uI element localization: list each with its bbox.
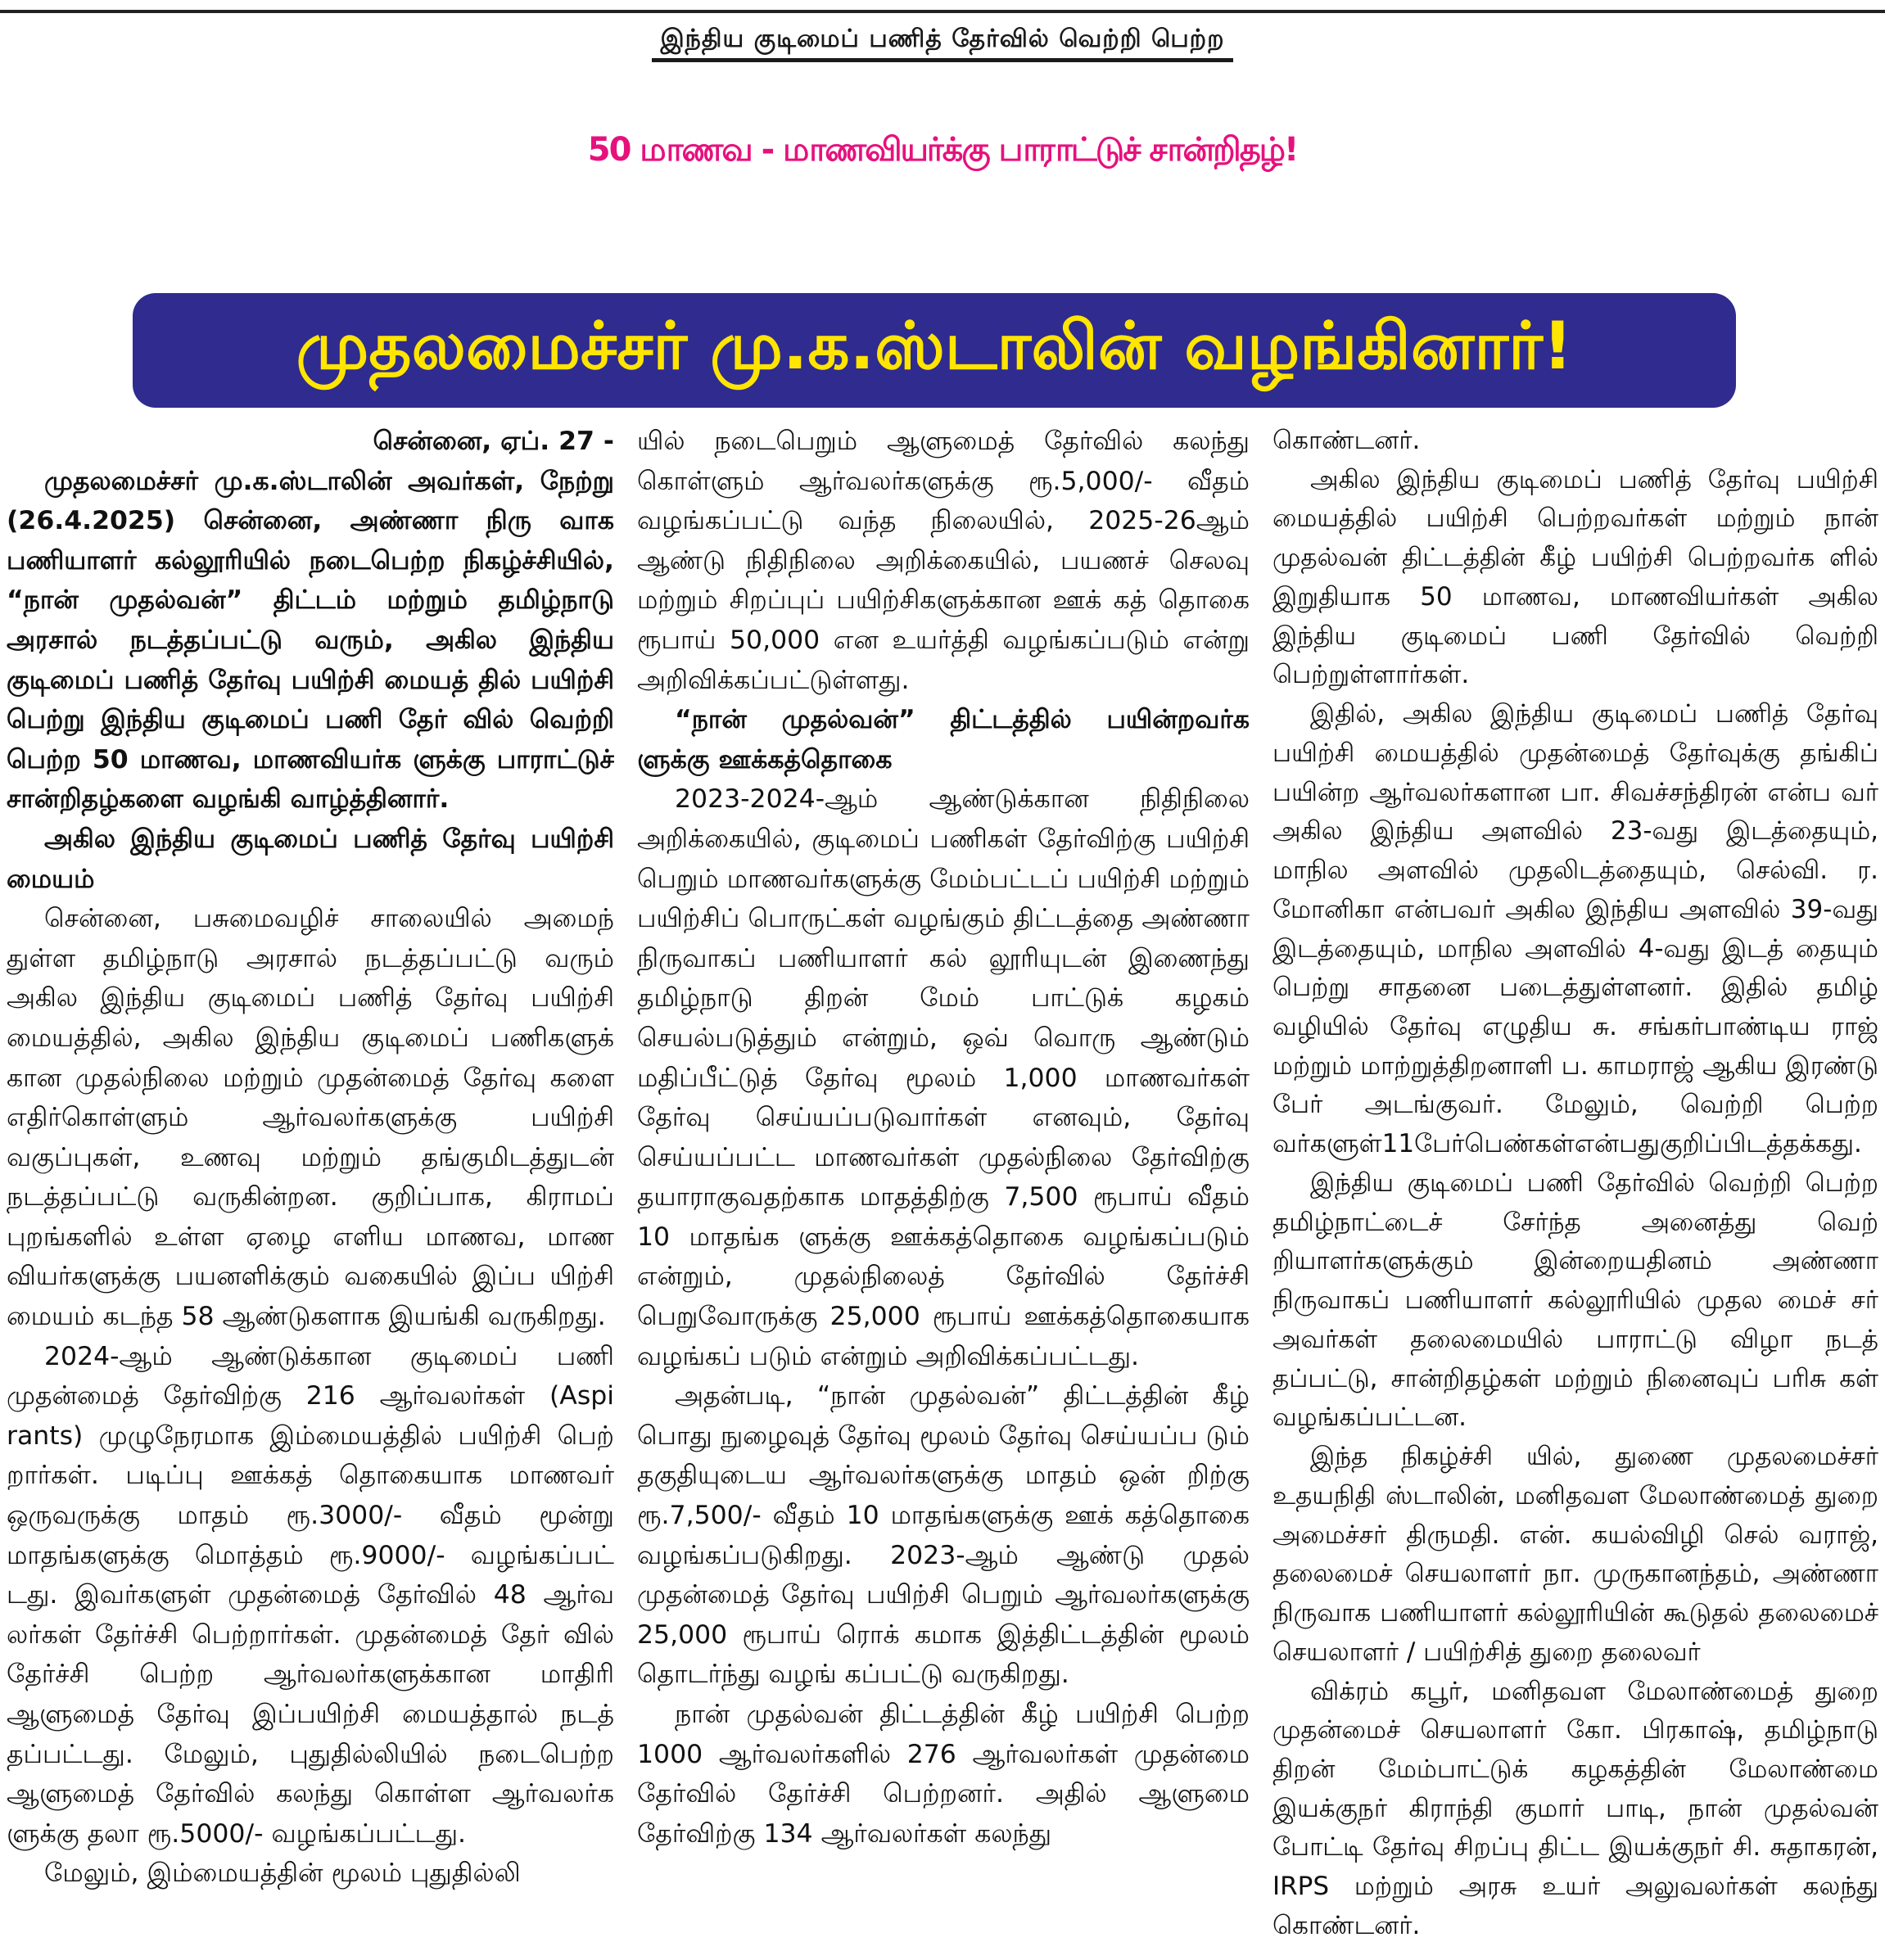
paragraph: இந்த நிகழ்ச்சி யில், துணை முதலமைச்சர் உதயநிதி ஸ்டாலின், மனிதவள மேலாண்மைத் துறை அமைச்சர் திருமதி. என். கயல்விழி செல் வராஜ், தலைமைச் செயலாளர் நா. முருகானந்தம், அண்ணா நிருவாக பணியாளர் கல்லூரியின் கூடுதல் தலைமைச் செயலாளர் / பயிற்சித் துறை தலைவர்: [1272, 1442, 1878, 1667]
paragraph: கொண்டனர்.: [1272, 426, 1421, 455]
article-column-1: [7, 422, 614, 1953]
subtitle-banner: [133, 293, 1736, 408]
paragraph: யில் நடைபெறும் ஆளுமைத் தேர்வில் கலந்து கொள்ளும் ஆர்வலர்களுக்கு ரூ.5,000/- வீதம் வழங்கப்பட்டு வந்த நிலையில், 2025-26ஆம் ஆண்டு நிதிநிலை அறிக்கையில், பயணச் செலவு மற்றும் சிறப்புப் பயிற்சிகளுக்கான ஊக் கத் தொகை ரூபாய் 50,000 என உயர்த்தி வழங்கப்படும் என்று அறிவிக்கப்பட்டுள்ளது.: [637, 427, 1250, 695]
paragraph: அகில இந்திய குடிமைப் பணித் தேர்வு பயிற்சி மையத்தில் பயிற்சி பெற்றவர்கள் மற்றும் நான் முதல்வன் திட்டத்தின் கீழ் பயிற்சி பெற்றவர்க ளில் இறுதியாக 50 மாணவ, மாணவியர்கள் அகில இந்திய குடிமைப் பணி தேர்வில் வெற்றி பெற்றுள்ளார்கள்.: [1272, 464, 1878, 690]
paragraph: விக்ரம் கபூர், மனிதவள மேலாண்மைத் துறை முதன்மைச் செயலாளர் கோ. பிரகாஷ், தமிழ்நாடு திறன் மேம்பாட்டுக் கழகத்தின் மேலாண்மை இயக்குநர் கிராந்தி குமார் பாடி, நான் முதல்வன் போட்டி தேர்வு சிறப்பு திட்ட இயக்குநர் சி. சுதாகரன், IRPS மற்றும் அரசு உயர் அலுவலர்கள் கலந்து கொண்டனர்.: [1272, 1676, 1878, 1940]
dateline: சென்னை, ஏப். 27 -: [373, 427, 614, 456]
main-headline: 50 மாணவ - மாணவியர்க்கு பாராட்டுச் சான்றிதழ்!: [587, 131, 1298, 169]
subheading-naan-mudhalvan: “நான் முதல்வன்” திட்டத்தில் பயின்றவர்க ளுக்கு ஊக்கத்தொகை: [637, 705, 1250, 775]
paragraph: மேலும், இம்மையத்தின் மூலம் புதுதில்லி: [44, 1858, 521, 1889]
paragraph: சென்னை, பசுமைவழிச் சாலையில் அமைந் துள்ள தமிழ்நாடு அரசால் நடத்தப்பட்டு வரும் அகில இந்திய குடிமைப் பணித் தேர்வு பயிற்சி மையத்தில், அகில இந்திய குடிமைப் பணிகளுக் கான முதல்நிலை மற்றும் முதன்மைத் தேர்வு களை எதிர்கொள்ளும் ஆர்வலர்களுக்கு பயிற்சி வகுப்புகள், உணவு மற்றும் தங்குமிடத்துடன் நடத்தப்பட்டு வருகின்றன. குறிப்பாக, கிராமப் புறங்களில் உள்ள ஏழை எளிய மாணவ, மாண வியர்களுக்கு பயனளிக்கும் வகையில் இப்ப யிற்சி மையம் கடந்த 58 ஆண்டுகளாக இயங்கி வருகிறது.: [7, 904, 614, 1332]
subheading-training-centre: அகில இந்திய குடிமைப் பணித் தேர்வு பயிற்சி மையம்: [7, 824, 614, 894]
lead-paragraph: முதலமைச்சர் மு.க.ஸ்டாலின் அவர்கள், நேற்று (26.4.2025) சென்னை, அண்ணா நிரு வாக பணியாளர் கல்லூரியில் நடைபெற்ற நிகழ்ச்சியில், “நான் முதல்வன்” திட்டம் மற்றும் தமிழ்நாடு அரசால் நடத்தப்பட்டு வரும், அகில இந்திய குடிமைப் பணித் தேர்வு பயிற்சி மையத் தில் பயிற்சி பெற்று இந்திய குடிமைப் பணி தேர் வில் வெற்றி பெற்ற 50 மாணவ, மாணவியர்க ளுக்கு பாராட்டுச் சான்றிதழ்களை வழங்கி வாழ்த்தினார்.: [7, 466, 614, 815]
paragraph: 2023-2024-ஆம் ஆண்டுக்கான நிதிநிலை அறிக்கையில், குடிமைப் பணிகள் தேர்விற்கு பயிற்சி பெறும் மாணவர்களுக்கு மேம்பட்டப் பயிற்சி மற்றும் பயிற்சிப் பொருட்கள் வழங்கும் திட்டத்தை அண்ணா நிருவாகப் பணியாளர் கல் லூரியுடன் இணைந்து தமிழ்நாடு திறன் மேம் பாட்டுக் கழகம் செயல்படுத்தும் என்றும், ஒவ் வொரு ஆண்டும் மதிப்பீட்டுத் தேர்வு மூலம் 1,000 மாணவர்கள் தேர்வு செய்யப்படுவார்கள் எனவும், தேர்வு செய்யப்பட்ட மாணவர்கள் முதல்நிலை தேர்விற்கு தயாராகுவதற்காக மாதத்திற்கு 7,500 ரூபாய் வீதம் 10 மாதங்க ளுக்கு ஊக்கத்தொகை வழங்கப்படும் என்றும், முதல்நிலைத் தேர்வில் தேர்ச்சி பெறுவோருக்கு 25,000 ரூபாய் ஊக்கத்தொகையாக வழங்கப் படும் என்றும் அறிவிக்கப்பட்டது.: [637, 784, 1250, 1371]
paragraph: நான் முதல்வன் திட்டத்தின் கீழ் பயிற்சி பெற்ற 1000 ஆர்வலர்களில் 276 ஆர்வலர்கள் முதன்மை தேர்வில் தேர்ச்சி பெற்றனர். அதில் ஆளுமை தேர்விற்கு 134 ஆர்வலர்கள் கலந்து: [637, 1700, 1250, 1849]
kicker-heading: [0, 25, 1885, 56]
article-column-2: [637, 422, 1250, 1953]
paragraph: இந்திய குடிமைப் பணி தேர்வில் வெற்றி பெற்ற தமிழ்நாட்டைச் சேர்ந்த அனைத்து வெற் றியாளர்களுக்கும் இன்றையதினம் அண்ணா நிருவாகப் பணியாளர் கல்லூரியில் முதல மைச் சர் அவர்கள் தலைமையில் பாராட்டு விழா நடத் தப்பட்டு, சான்றிதழ்கள் மற்றும் நினைவுப் பரிசு கள் வழங்கப்பட்டன.: [1272, 1167, 1878, 1433]
paragraph: 2024-ஆம் ஆண்டுக்கான குடிமைப் பணி முதன்மைத் தேர்விற்கு 216 ஆர்வலர்கள் (Aspi rants) முழுநேரமாக இம்மையத்தில் பயிற்சி பெற் றார்கள். படிப்பு ஊக்கத் தொகையாக மாணவர் ஒருவருக்கு மாதம் ரூ.3000/- வீதம் மூன்று மாதங்களுக்கு மொத்தம் ரூ.9000/- வழங்கப்பட் டது. இவர்களுள் முதன்மைத் தேர்வில் 48 ஆர்வ லர்கள் தேர்ச்சி பெற்றார்கள். முதன்மைத் தேர் வில் தேர்ச்சி பெற்ற ஆர்வலர்களுக்கான மாதிரி ஆளுமைத் தேர்வு இப்பயிற்சி மையத்தால் நடத் தப்பட்டது. மேலும், புதுதில்லியில் நடைபெற்ற ஆளுமைத் தேர்வில் கலந்து கொள்ள ஆர்வலர்க ளுக்கு தலா ரூ.5000/- வழங்கப்பட்டது.: [7, 1341, 614, 1849]
paragraph: அதன்படி, “நான் முதல்வன்” திட்டத்தின் கீழ் பொது நுழைவுத் தேர்வு மூலம் தேர்வு செய்யப்ப டும் தகுதியுடைய ஆர்வலர்களுக்கு மாதம் ஒன் றிற்கு ரூ.7,500/- வீதம் 10 மாதங்களுக்கு ஊக் கத்தொகை வழங்கப்படுகிறது. 2023-ஆம் ஆண்டு முதல் முதன்மைத் தேர்வு பயிற்சி பெறும் ஆர்வலர்களுக்கு 25,000 ரூபாய் ரொக் கமாக இத்திட்டத்தின் மூலம் தொடர்ந்து வழங் கப்பட்டு வருகிறது.: [637, 1381, 1250, 1690]
banner-text: முதலமைச்சர் மு.க.ஸ்டாலின் வழங்கினார்!: [296, 308, 1573, 384]
article-column-3: [1272, 422, 1878, 1953]
kicker-text: இந்திய குடிமைப் பணித் தேர்வில் வெற்றி பெற்ற: [652, 25, 1232, 62]
paragraph: இதில், அகில இந்திய குடிமைப் பணித் தேர்வு பயிற்சி மையத்தில் முதன்மைத் தேர்வுக்கு தங்கிப் பயின்ற ஆர்வலர்களான பா. சிவச்சந்திரன் என்ப வர் அகில இந்திய அளவில் 23-வது இடத்தையும், மாநில அளவில் முதலிடத்தையும், செல்வி. ர. மோனிகா என்பவர் அகில இந்திய அளவில் 39-வது இடத்தையும், மாநில அளவில் 4-வது இடத் தையும் பெற்று சாதனை படைத்துள்ளனர். இதில் தமிழ் வழியில் தேர்வு எழுதிய சு. சங்கர்பாண்டிய ராஜ் மற்றும் மாற்றுத்திறனாளி ப. காமராஜ் ஆகிய இரண்டு பேர் அடங்குவர். மேலும், வெற்றி பெற்ற வர்களுள்11பேர்பெண்கள்என்பதுகுறிப்பிடத்தக்கது.: [1272, 699, 1878, 1159]
top-border: [0, 0, 1885, 13]
